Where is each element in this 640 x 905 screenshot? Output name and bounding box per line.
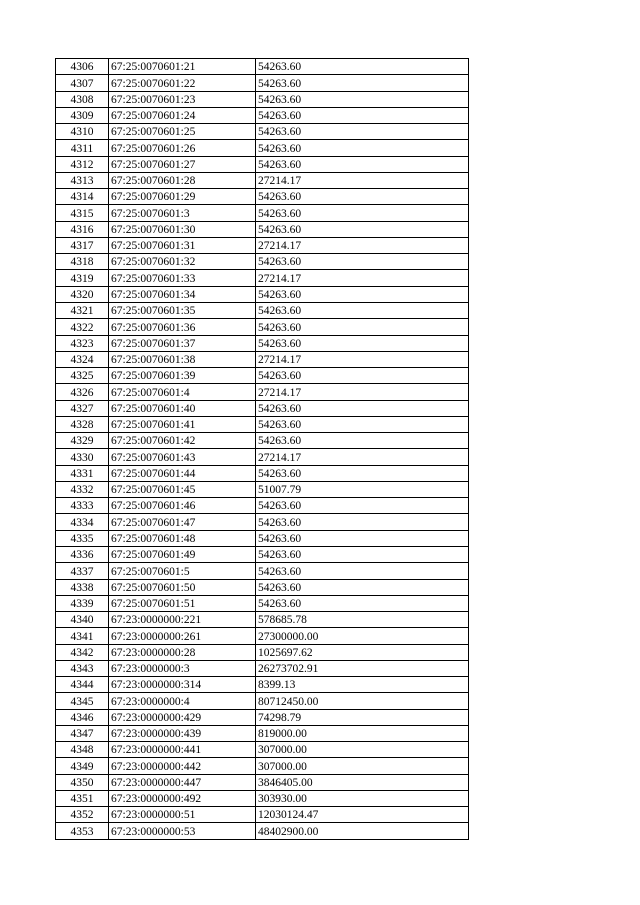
cadastral-number-cell: 67:25:0070601:46 xyxy=(109,498,256,514)
table-row xyxy=(56,286,469,302)
table-row xyxy=(56,400,469,416)
cadastral-number-cell: 67:23:0000000:442 xyxy=(109,758,256,774)
cadastral-number-cell: 67:25:0070601:21 xyxy=(109,59,256,75)
cadastral-number-cell: 67:23:0000000:51 xyxy=(109,807,256,823)
cadastral-number-cell: 67:25:0070601:41 xyxy=(109,416,256,432)
cadastral-number-cell: 67:25:0070601:5 xyxy=(109,563,256,579)
value-cell: 54263.60 xyxy=(256,124,469,140)
table-row xyxy=(56,774,469,790)
table-row xyxy=(56,91,469,107)
table-row xyxy=(56,221,469,237)
cadastral-number-cell: 67:23:0000000:4 xyxy=(109,693,256,709)
row-number-cell: 4350 xyxy=(56,774,109,790)
value-cell: 27214.17 xyxy=(256,449,469,465)
row-number-cell: 4346 xyxy=(56,709,109,725)
row-number-cell: 4327 xyxy=(56,400,109,416)
table-row xyxy=(56,189,469,205)
table-row xyxy=(56,368,469,384)
value-cell: 819000.00 xyxy=(256,725,469,741)
row-number-cell: 4330 xyxy=(56,449,109,465)
value-cell: 8399.13 xyxy=(256,677,469,693)
value-cell: 54263.60 xyxy=(256,498,469,514)
table-row xyxy=(56,823,469,839)
row-number-cell: 4347 xyxy=(56,725,109,741)
cadastral-number-cell: 67:25:0070601:26 xyxy=(109,140,256,156)
cadastral-number-cell: 67:23:0000000:53 xyxy=(109,823,256,839)
table-row xyxy=(56,205,469,221)
value-cell: 54263.60 xyxy=(256,368,469,384)
row-number-cell: 4344 xyxy=(56,677,109,693)
row-number-cell: 4331 xyxy=(56,465,109,481)
cadastral-number-cell: 67:25:0070601:45 xyxy=(109,481,256,497)
row-number-cell: 4314 xyxy=(56,189,109,205)
cadastral-number-cell: 67:25:0070601:40 xyxy=(109,400,256,416)
row-number-cell: 4310 xyxy=(56,124,109,140)
table-row xyxy=(56,351,469,367)
cadastral-number-cell: 67:25:0070601:25 xyxy=(109,124,256,140)
value-cell: 54263.60 xyxy=(256,465,469,481)
table-row xyxy=(56,660,469,676)
table-row xyxy=(56,254,469,270)
table-row xyxy=(56,140,469,156)
row-number-cell: 4352 xyxy=(56,807,109,823)
cadastral-number-cell: 67:25:0070601:47 xyxy=(109,514,256,530)
cadastral-number-cell: 67:25:0070601:42 xyxy=(109,433,256,449)
cadastral-number-cell: 67:23:0000000:429 xyxy=(109,709,256,725)
value-cell: 54263.60 xyxy=(256,579,469,595)
row-number-cell: 4326 xyxy=(56,384,109,400)
row-number-cell: 4324 xyxy=(56,351,109,367)
table-row xyxy=(56,124,469,140)
row-number-cell: 4351 xyxy=(56,790,109,806)
value-cell: 54263.60 xyxy=(256,59,469,75)
table-row xyxy=(56,237,469,253)
row-number-cell: 4336 xyxy=(56,546,109,562)
value-cell: 307000.00 xyxy=(256,758,469,774)
row-number-cell: 4337 xyxy=(56,563,109,579)
value-cell: 54263.60 xyxy=(256,563,469,579)
row-number-cell: 4329 xyxy=(56,433,109,449)
value-cell: 51007.79 xyxy=(256,481,469,497)
table-row xyxy=(56,384,469,400)
value-cell: 54263.60 xyxy=(256,400,469,416)
cadastral-number-cell: 67:25:0070601:49 xyxy=(109,546,256,562)
value-cell: 27214.17 xyxy=(256,270,469,286)
row-number-cell: 4353 xyxy=(56,823,109,839)
row-number-cell: 4315 xyxy=(56,205,109,221)
row-number-cell: 4343 xyxy=(56,660,109,676)
value-cell: 54263.60 xyxy=(256,416,469,432)
table-row xyxy=(56,709,469,725)
table-row xyxy=(56,693,469,709)
table-row xyxy=(56,107,469,123)
row-number-cell: 4334 xyxy=(56,514,109,530)
cadastral-number-cell: 67:25:0070601:30 xyxy=(109,221,256,237)
cadastral-number-cell: 67:25:0070601:44 xyxy=(109,465,256,481)
value-cell: 54263.60 xyxy=(256,254,469,270)
value-cell: 578685.78 xyxy=(256,612,469,628)
row-number-cell: 4320 xyxy=(56,286,109,302)
cadastral-number-cell: 67:25:0070601:24 xyxy=(109,107,256,123)
table-row xyxy=(56,612,469,628)
cadastral-number-cell: 67:23:0000000:441 xyxy=(109,742,256,758)
value-cell: 54263.60 xyxy=(256,530,469,546)
value-cell: 54263.60 xyxy=(256,433,469,449)
cadastral-number-cell: 67:25:0070601:32 xyxy=(109,254,256,270)
value-cell: 303930.00 xyxy=(256,790,469,806)
table-row xyxy=(56,742,469,758)
row-number-cell: 4322 xyxy=(56,319,109,335)
cadastral-number-cell: 67:23:0000000:261 xyxy=(109,628,256,644)
cadastral-number-cell: 67:23:0000000:439 xyxy=(109,725,256,741)
row-number-cell: 4311 xyxy=(56,140,109,156)
cadastral-number-cell: 67:25:0070601:27 xyxy=(109,156,256,172)
cadastral-number-cell: 67:25:0070601:48 xyxy=(109,530,256,546)
cadastral-number-cell: 67:25:0070601:29 xyxy=(109,189,256,205)
row-number-cell: 4321 xyxy=(56,302,109,318)
table-row xyxy=(56,546,469,562)
value-cell: 54263.60 xyxy=(256,335,469,351)
value-cell: 27214.17 xyxy=(256,237,469,253)
cadastral-number-cell: 67:25:0070601:4 xyxy=(109,384,256,400)
value-cell: 54263.60 xyxy=(256,319,469,335)
table-row xyxy=(56,498,469,514)
row-number-cell: 4332 xyxy=(56,481,109,497)
cadastral-value-table xyxy=(55,58,469,840)
value-cell: 307000.00 xyxy=(256,742,469,758)
cadastral-number-cell: 67:23:0000000:221 xyxy=(109,612,256,628)
cadastral-number-cell: 67:23:0000000:492 xyxy=(109,790,256,806)
cadastral-number-cell: 67:25:0070601:22 xyxy=(109,75,256,91)
value-cell: 27214.17 xyxy=(256,172,469,188)
table-row xyxy=(56,595,469,611)
cadastral-number-cell: 67:25:0070601:23 xyxy=(109,91,256,107)
value-cell: 54263.60 xyxy=(256,221,469,237)
row-number-cell: 4319 xyxy=(56,270,109,286)
value-cell: 1025697.62 xyxy=(256,644,469,660)
value-cell: 54263.60 xyxy=(256,286,469,302)
value-cell: 3846405.00 xyxy=(256,774,469,790)
table-row xyxy=(56,75,469,91)
table-row xyxy=(56,628,469,644)
value-cell: 54263.60 xyxy=(256,514,469,530)
value-cell: 12030124.47 xyxy=(256,807,469,823)
row-number-cell: 4335 xyxy=(56,530,109,546)
cadastral-number-cell: 67:25:0070601:3 xyxy=(109,205,256,221)
table-row xyxy=(56,172,469,188)
value-cell: 54263.60 xyxy=(256,595,469,611)
table-row xyxy=(56,465,469,481)
value-cell: 54263.60 xyxy=(256,75,469,91)
table-row xyxy=(56,319,469,335)
row-number-cell: 4313 xyxy=(56,172,109,188)
cadastral-number-cell: 67:25:0070601:50 xyxy=(109,579,256,595)
row-number-cell: 4318 xyxy=(56,254,109,270)
table-row xyxy=(56,416,469,432)
value-cell: 54263.60 xyxy=(256,189,469,205)
value-cell: 54263.60 xyxy=(256,107,469,123)
table-row xyxy=(56,677,469,693)
value-cell: 54263.60 xyxy=(256,546,469,562)
cadastral-number-cell: 67:25:0070601:33 xyxy=(109,270,256,286)
value-cell: 27214.17 xyxy=(256,351,469,367)
document-sheet xyxy=(55,58,469,840)
table-row xyxy=(56,335,469,351)
row-number-cell: 4328 xyxy=(56,416,109,432)
table-row xyxy=(56,270,469,286)
row-number-cell: 4325 xyxy=(56,368,109,384)
table-row xyxy=(56,579,469,595)
row-number-cell: 4307 xyxy=(56,75,109,91)
table-row xyxy=(56,790,469,806)
table-row xyxy=(56,433,469,449)
value-cell: 80712450.00 xyxy=(256,693,469,709)
value-cell: 54263.60 xyxy=(256,156,469,172)
cadastral-number-cell: 67:25:0070601:28 xyxy=(109,172,256,188)
cadastral-number-cell: 67:25:0070601:31 xyxy=(109,237,256,253)
value-cell: 27300000.00 xyxy=(256,628,469,644)
table-row xyxy=(56,481,469,497)
table-row xyxy=(56,449,469,465)
value-cell: 26273702.91 xyxy=(256,660,469,676)
row-number-cell: 4323 xyxy=(56,335,109,351)
row-number-cell: 4308 xyxy=(56,91,109,107)
table-row xyxy=(56,563,469,579)
row-number-cell: 4306 xyxy=(56,59,109,75)
table-row xyxy=(56,758,469,774)
row-number-cell: 4340 xyxy=(56,612,109,628)
value-cell: 74298.79 xyxy=(256,709,469,725)
cadastral-number-cell: 67:25:0070601:35 xyxy=(109,302,256,318)
row-number-cell: 4333 xyxy=(56,498,109,514)
cadastral-number-cell: 67:23:0000000:3 xyxy=(109,660,256,676)
cadastral-number-cell: 67:25:0070601:34 xyxy=(109,286,256,302)
table-row xyxy=(56,644,469,660)
cadastral-number-cell: 67:25:0070601:38 xyxy=(109,351,256,367)
cadastral-number-cell: 67:25:0070601:37 xyxy=(109,335,256,351)
cadastral-number-cell: 67:25:0070601:43 xyxy=(109,449,256,465)
value-cell: 27214.17 xyxy=(256,384,469,400)
row-number-cell: 4309 xyxy=(56,107,109,123)
value-cell: 54263.60 xyxy=(256,91,469,107)
row-number-cell: 4316 xyxy=(56,221,109,237)
row-number-cell: 4348 xyxy=(56,742,109,758)
row-number-cell: 4345 xyxy=(56,693,109,709)
table-body xyxy=(56,59,469,840)
cadastral-number-cell: 67:23:0000000:447 xyxy=(109,774,256,790)
table-row xyxy=(56,59,469,75)
row-number-cell: 4312 xyxy=(56,156,109,172)
row-number-cell: 4339 xyxy=(56,595,109,611)
cadastral-number-cell: 67:23:0000000:28 xyxy=(109,644,256,660)
cadastral-number-cell: 67:23:0000000:314 xyxy=(109,677,256,693)
value-cell: 54263.60 xyxy=(256,302,469,318)
table-row xyxy=(56,302,469,318)
cadastral-number-cell: 67:25:0070601:51 xyxy=(109,595,256,611)
table-row xyxy=(56,807,469,823)
row-number-cell: 4349 xyxy=(56,758,109,774)
table-row xyxy=(56,725,469,741)
table-row xyxy=(56,530,469,546)
row-number-cell: 4342 xyxy=(56,644,109,660)
row-number-cell: 4317 xyxy=(56,237,109,253)
cadastral-number-cell: 67:25:0070601:36 xyxy=(109,319,256,335)
table-row xyxy=(56,514,469,530)
value-cell: 54263.60 xyxy=(256,140,469,156)
row-number-cell: 4341 xyxy=(56,628,109,644)
value-cell: 54263.60 xyxy=(256,205,469,221)
table-row xyxy=(56,156,469,172)
cadastral-number-cell: 67:25:0070601:39 xyxy=(109,368,256,384)
value-cell: 48402900.00 xyxy=(256,823,469,839)
row-number-cell: 4338 xyxy=(56,579,109,595)
